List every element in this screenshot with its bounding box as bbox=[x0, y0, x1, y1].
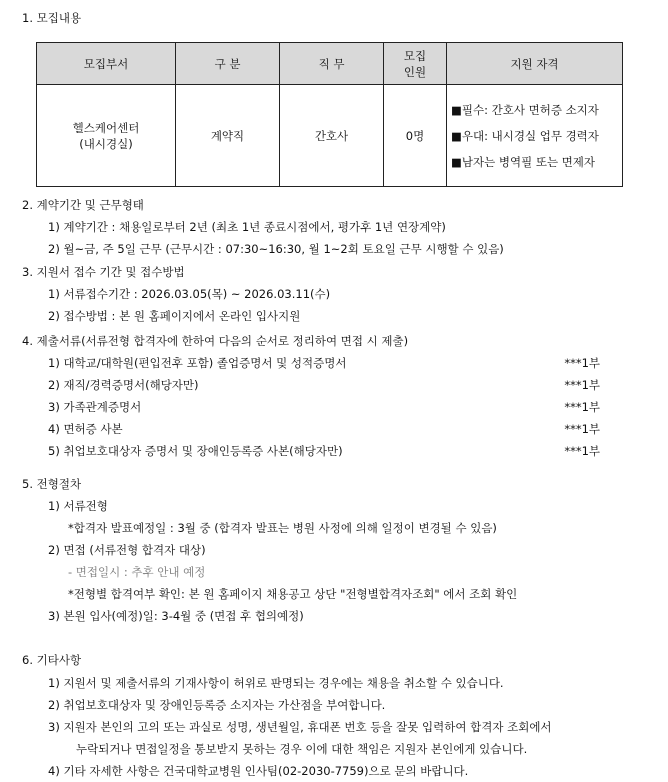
sec6-item-3: 3) 지원자 본인의 고의 또는 과실로 성명, 생년월일, 휴대폰 번호 등을 잘못 입력하여 합격자 조회에서 bbox=[48, 720, 552, 734]
header-headcount-line1: 모집 bbox=[403, 48, 427, 63]
header-headcount-line2: 인원 bbox=[403, 64, 427, 79]
section-3-title: 3. 지원서 접수 기간 및 접수방법 bbox=[22, 265, 185, 279]
sec5-step-2-note-2: *전형별 합격여부 확인: 본 원 홈페이지 채용공고 상단 "전형별합격자조회" 에서 조회 확인 bbox=[68, 587, 518, 601]
header-headcount bbox=[384, 43, 447, 85]
sec5-step-2-note-1: - 면접일시 : 추후 안내 예정 bbox=[68, 565, 206, 579]
sec4-doc-1-qty: ***1부 bbox=[564, 356, 600, 370]
section-5-title: 5. 전형절차 bbox=[22, 477, 82, 491]
sec4-doc-2: 2) 재직/경력증명서(해당자만) bbox=[48, 378, 199, 392]
section-4-title: 4. 제출서류(서류전형 합격자에 한하여 다음의 순서로 정리하여 면접 시 제출) bbox=[22, 334, 409, 348]
header-qualifications: 지원 자격 bbox=[447, 43, 623, 85]
section-1-title: 1. 모집내용 bbox=[22, 11, 82, 25]
sec4-doc-3-qty: ***1부 bbox=[564, 400, 600, 414]
sec6-item-2: 2) 취업보호대상자 및 장애인등록증 소지자는 가산점을 부여합니다. bbox=[48, 698, 386, 712]
table-header-row bbox=[37, 43, 623, 85]
section-6-title: 6. 기타사항 bbox=[22, 653, 82, 667]
cell-department bbox=[37, 85, 176, 187]
sec6-item-3-cont: 누락되거나 면접일정을 통보받지 못하는 경우 이에 대한 책임은 지원자 본인에게 있습니다. bbox=[76, 742, 528, 756]
sec4-doc-2-qty: ***1부 bbox=[564, 378, 600, 392]
sec4-doc-1: 1) 대학교/대학원(편입전후 포함) 졸업증명서 및 성적증명서 bbox=[48, 356, 347, 370]
sec5-step-1-note: *합격자 발표예정일 : 3월 중 (합격자 발표는 병원 사정에 의해 일정이 변경될 수 있음) bbox=[68, 521, 497, 535]
sec4-doc-5-qty: ***1부 bbox=[564, 444, 600, 458]
sec5-step-1: 1) 서류전형 bbox=[48, 499, 108, 513]
sec3-item-1: 1) 서류접수기간 : 2026.03.05(목) ~ 2026.03.11(수) bbox=[48, 287, 331, 301]
sec5-step-2: 2) 면접 (서류전형 합격자 대상) bbox=[48, 543, 206, 557]
section-2-title: 2. 계약기간 및 근무형태 bbox=[22, 198, 144, 212]
sec4-doc-4-qty: ***1부 bbox=[564, 422, 600, 436]
qualification-military: ■남자는 병역필 또는 면제자 bbox=[451, 154, 596, 169]
header-department: 모집부서 bbox=[37, 43, 176, 85]
qualification-required: ■필수: 간호사 면허증 소지자 bbox=[451, 102, 599, 117]
sec5-step-3: 3) 본원 입사(예정)일: 3-4월 중 (면접 후 협의예정) bbox=[48, 609, 304, 623]
sec6-item-4: 4) 기타 자세한 사항은 건국대학교병원 인사팀(02-2030-7759)으로 문의 바랍니다. bbox=[48, 764, 469, 778]
sec4-doc-4: 4) 면허증 사본 bbox=[48, 422, 123, 436]
sec4-doc-3: 3) 가족관계증명서 bbox=[48, 400, 142, 414]
department-unit: (내시경실) bbox=[79, 136, 133, 151]
cell-qualifications bbox=[447, 85, 623, 187]
qualification-preferred: ■우대: 내시경실 업무 경력자 bbox=[451, 128, 599, 143]
sec6-item-1: 1) 지원서 및 제출서류의 기재사항이 허위로 판명되는 경우에는 채용을 취소할 수 있습니다. bbox=[48, 676, 504, 690]
header-job: 직 무 bbox=[280, 43, 384, 85]
table-row bbox=[37, 85, 623, 187]
sec2-item-1: 1) 계약기간 : 채용일로부터 2년 (최초 1년 종료시점에서, 평가후 1년 연장계약) bbox=[48, 220, 446, 234]
department-name: 헬스케어센터 bbox=[72, 120, 140, 135]
header-category: 구 분 bbox=[176, 43, 280, 85]
sec2-item-2: 2) 월~금, 주 5일 근무 (근무시간 : 07:30~16:30, 월 1~2회 토요일 근무 시행할 수 있음) bbox=[48, 242, 504, 256]
sec3-item-2: 2) 접수방법 : 본 원 홈페이지에서 온라인 입사지원 bbox=[48, 309, 301, 323]
recruitment-table bbox=[36, 42, 623, 187]
cell-category: 계약직 bbox=[176, 85, 280, 187]
cell-job: 간호사 bbox=[280, 85, 384, 187]
sec4-doc-5: 5) 취업보호대상자 증명서 및 장애인등록증 사본(해당자만) bbox=[48, 444, 343, 458]
cell-headcount: 0명 bbox=[384, 85, 447, 187]
